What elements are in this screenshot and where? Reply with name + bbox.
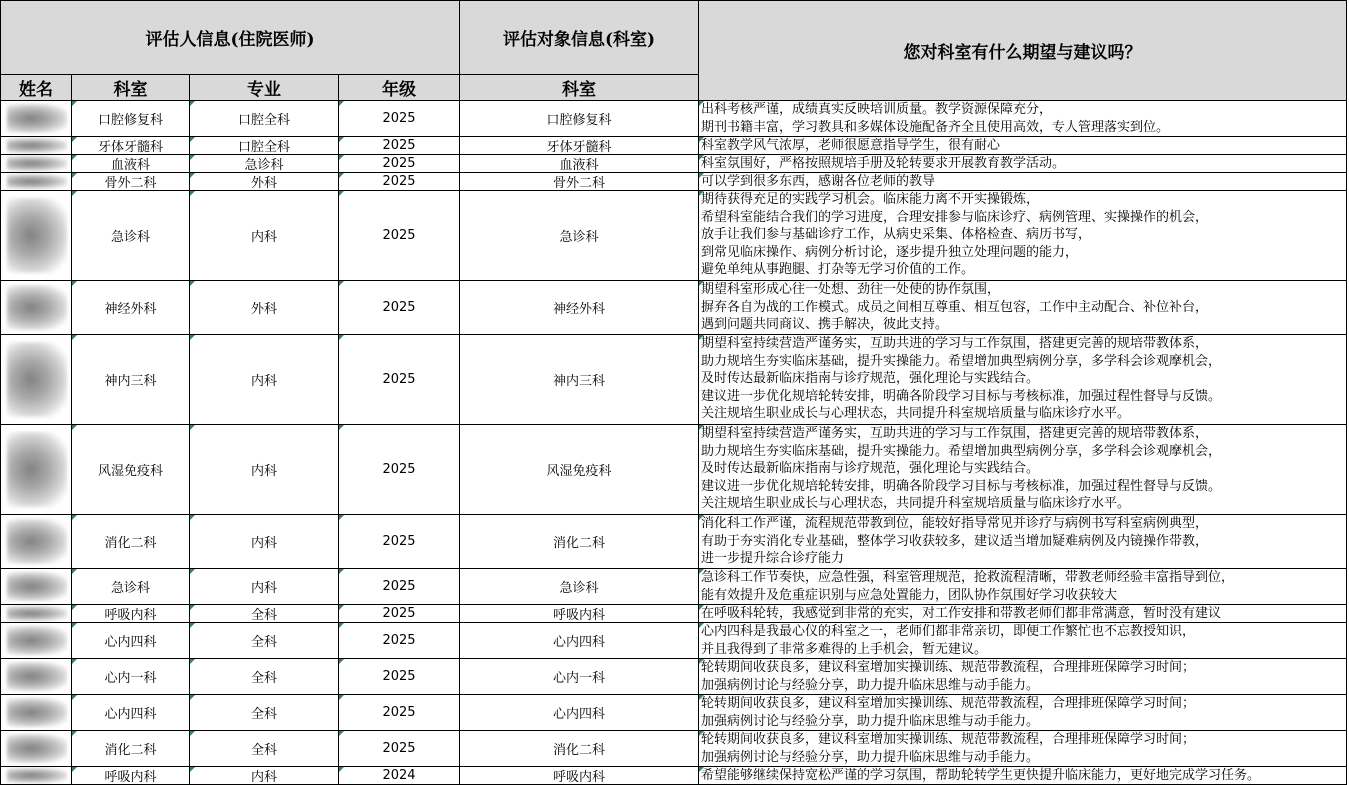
- grade-cell[interactable]: 2025: [339, 137, 460, 155]
- target-dept-cell[interactable]: 急诊科: [460, 569, 699, 605]
- cell-marker: [699, 281, 704, 286]
- cell-marker: [72, 569, 77, 574]
- major-cell[interactable]: 内科: [190, 191, 339, 281]
- cell-marker: [190, 569, 195, 574]
- feedback-cell[interactable]: [699, 425, 1347, 515]
- cell-marker: [72, 605, 77, 610]
- cell-marker: [699, 335, 704, 340]
- redacted-name: [7, 606, 67, 620]
- major-cell[interactable]: 内科: [190, 335, 339, 425]
- redacted-name: [7, 734, 67, 763]
- cell-marker: [72, 767, 77, 772]
- cell-marker: [339, 101, 344, 106]
- dept-cell[interactable]: 呼吸内科: [72, 605, 190, 623]
- target-dept-cell[interactable]: 心内四科: [460, 695, 699, 731]
- grade-cell[interactable]: 2025: [339, 731, 460, 767]
- cell-marker: [190, 605, 195, 610]
- feedback-cell[interactable]: [699, 173, 1347, 191]
- cell-marker: [339, 659, 344, 664]
- major-cell[interactable]: 全科: [190, 659, 339, 695]
- name-cell[interactable]: [0, 605, 72, 623]
- cell-marker: [72, 155, 77, 160]
- name-cell[interactable]: [0, 731, 72, 767]
- cell-marker: [339, 155, 344, 160]
- redacted-name: [7, 519, 67, 564]
- feedback-cell[interactable]: [699, 569, 1347, 605]
- dept-cell[interactable]: 牙体牙髓科: [72, 137, 190, 155]
- target-dept-cell[interactable]: 血液科: [460, 155, 699, 173]
- cell-marker: [190, 173, 195, 178]
- cell-marker: [339, 191, 344, 196]
- dept-cell[interactable]: 急诊科: [72, 191, 190, 281]
- cell-marker: [339, 767, 344, 772]
- cell-marker: [190, 425, 195, 430]
- dept-cell[interactable]: 风湿免疫科: [72, 425, 190, 515]
- cell-marker: [339, 515, 344, 520]
- major-cell[interactable]: 全科: [190, 605, 339, 623]
- feedback-cell[interactable]: [699, 101, 1347, 137]
- feedback-text: 科室教学风气浓厚，老师很愿意指导学生，很有耐心: [701, 138, 1001, 153]
- redacted-name: [7, 342, 67, 417]
- cell-marker: [72, 191, 77, 196]
- grade-cell[interactable]: 2024: [339, 767, 460, 785]
- dept-cell[interactable]: 心内四科: [72, 623, 190, 659]
- cell-marker: [190, 155, 195, 160]
- cell-marker: [339, 731, 344, 736]
- grade-cell[interactable]: 2025: [339, 569, 460, 605]
- cell-marker: [72, 137, 77, 142]
- major-cell[interactable]: 口腔全科: [190, 101, 339, 137]
- cell-marker: [72, 515, 77, 520]
- cell-marker: [72, 173, 77, 178]
- feedback-header: 您对科室有什么期望与建议吗？: [699, 0, 1347, 101]
- redacted-name: [7, 768, 67, 782]
- target-dept-cell[interactable]: 消化二科: [460, 731, 699, 767]
- target-dept-cell[interactable]: 呼吸内科: [460, 767, 699, 785]
- cell-marker: [699, 101, 704, 106]
- name-cell[interactable]: [0, 767, 72, 785]
- cell-marker: [699, 515, 704, 520]
- cell-marker: [699, 569, 704, 574]
- major-cell[interactable]: 内科: [190, 767, 339, 785]
- cell-marker: [339, 569, 344, 574]
- cell-marker: [699, 191, 704, 196]
- feedback-cell[interactable]: [699, 695, 1347, 731]
- grade-cell[interactable]: 2025: [339, 281, 460, 335]
- cell-marker: [72, 101, 77, 106]
- major-cell[interactable]: 急诊科: [190, 155, 339, 173]
- cell-marker: [190, 659, 195, 664]
- grade-cell[interactable]: 2025: [339, 173, 460, 191]
- cell-marker: [699, 137, 704, 142]
- target-dept-cell[interactable]: 神内三科: [460, 335, 699, 425]
- major-cell[interactable]: 口腔全科: [190, 137, 339, 155]
- feedback-text: 心内四科是我最心仪的科室之一，老师们都非常亲切，即便工作繁忙也不忘教授知识， 并且我得到了非常多难得的上手机会，暂无建议。: [701, 624, 1196, 657]
- feedback-text: 轮转期间收获良多，建议科室增加实操训练、规范带教流程，合理排班保障学习时间； 加强病例讨论与经验分享，助力提升临床思维与动手能力。: [701, 732, 1196, 765]
- dept-cell[interactable]: 神内三科: [72, 335, 190, 425]
- feedback-cell[interactable]: [699, 731, 1347, 767]
- target-dept-cell[interactable]: 口腔修复科: [460, 101, 699, 137]
- grade-column-header: 年级: [339, 75, 460, 101]
- name-cell[interactable]: [0, 191, 72, 281]
- name-cell[interactable]: [0, 335, 72, 425]
- cell-marker: [339, 335, 344, 340]
- cell-marker: [339, 623, 344, 628]
- cell-marker: [190, 515, 195, 520]
- dept-cell[interactable]: 心内四科: [72, 695, 190, 731]
- target-dept-cell[interactable]: 呼吸内科: [460, 605, 699, 623]
- grade-cell[interactable]: 2025: [339, 335, 460, 425]
- target-dept-cell[interactable]: 心内四科: [460, 623, 699, 659]
- redacted-name: [7, 572, 67, 601]
- cell-marker: [339, 605, 344, 610]
- dept-column-header: 科室: [72, 75, 190, 101]
- major-cell[interactable]: 外科: [190, 281, 339, 335]
- feedback-text: 期望科室持续营造严谨务实，互助共进的学习与工作氛围，搭建更完善的规培带教体系， 助力规培生夯实临床基础，提升实操能力。希望增加典型病例分享，多学科会诊观摩机会， 及时传达最新临床指南与诊疗规范，强化理论与实践结合。 建议进一步优化规培轮转安排，明确各阶段学习目标与考核标准，加强过程性督导与反馈。 关注规培生职业成长与心理状态，共同提升科室规培质量与临床诊疗水平。: [701, 426, 1222, 511]
- feedback-text: 轮转期间收获良多，建议科室增加实操训练、规范带教流程，合理排班保障学习时间； 加强病例讨论与经验分享，助力提升临床思维与动手能力。: [701, 660, 1196, 693]
- redacted-name: [7, 662, 67, 691]
- cell-marker: [72, 695, 77, 700]
- name-column-header: 姓名: [0, 75, 72, 101]
- redacted-name: [7, 174, 67, 188]
- dept-cell[interactable]: 呼吸内科: [72, 767, 190, 785]
- cell-marker: [190, 191, 195, 196]
- redacted-name: [7, 156, 67, 170]
- feedback-cell[interactable]: [699, 137, 1347, 155]
- redacted-name: [7, 285, 67, 330]
- target-dept-column-header: 科室: [460, 75, 699, 101]
- cell-marker: [699, 425, 704, 430]
- cell-marker: [339, 425, 344, 430]
- feedback-cell[interactable]: [699, 515, 1347, 569]
- name-cell[interactable]: [0, 281, 72, 335]
- name-cell[interactable]: [0, 425, 72, 515]
- target-dept-cell[interactable]: 急诊科: [460, 191, 699, 281]
- target-group-header: 评估对象信息(科室): [460, 0, 699, 75]
- redacted-name: [7, 698, 67, 727]
- feedback-text: 出科考核严谨，成绩真实反映培训质量。教学资源保障充分， 期刊书籍丰富，学习教具和多媒体设施配备齐全且使用高效，专人管理落实到位。: [701, 102, 1170, 135]
- name-cell[interactable]: [0, 569, 72, 605]
- feedback-cell[interactable]: [699, 623, 1347, 659]
- feedback-text: 轮转期间收获良多，建议科室增加实操训练、规范带教流程，合理排班保障学习时间； 加强病例讨论与经验分享，助力提升临床思维与动手能力。: [701, 696, 1196, 729]
- evaluator-group-header: 评估人信息(住院医师): [0, 0, 460, 75]
- name-cell[interactable]: [0, 659, 72, 695]
- grade-cell[interactable]: 2025: [339, 515, 460, 569]
- target-dept-cell[interactable]: 风湿免疫科: [460, 425, 699, 515]
- feedback-text: 可以学到很多东西，感谢各位老师的教导: [701, 174, 936, 189]
- redacted-name: [7, 104, 67, 133]
- name-cell[interactable]: [0, 695, 72, 731]
- target-dept-cell[interactable]: 牙体牙髓科: [460, 137, 699, 155]
- feedback-cell[interactable]: [699, 155, 1347, 173]
- target-dept-cell[interactable]: 消化二科: [460, 515, 699, 569]
- cell-marker: [339, 281, 344, 286]
- feedback-cell[interactable]: [699, 191, 1347, 281]
- dept-cell[interactable]: 血液科: [72, 155, 190, 173]
- dept-cell[interactable]: 骨外二科: [72, 173, 190, 191]
- grade-cell[interactable]: 2025: [339, 605, 460, 623]
- grade-cell[interactable]: 2025: [339, 623, 460, 659]
- redacted-name: [7, 432, 67, 507]
- redacted-name: [7, 626, 67, 655]
- cell-marker: [72, 659, 77, 664]
- name-cell[interactable]: [0, 137, 72, 155]
- cell-marker: [699, 659, 704, 664]
- cell-marker: [72, 281, 77, 286]
- grade-cell[interactable]: 2025: [339, 659, 460, 695]
- cell-marker: [190, 335, 195, 340]
- major-column-header: 专业: [190, 75, 339, 101]
- cell-marker: [72, 623, 77, 628]
- major-cell[interactable]: 全科: [190, 731, 339, 767]
- cell-marker: [699, 731, 704, 736]
- major-cell[interactable]: 内科: [190, 515, 339, 569]
- cell-marker: [190, 767, 195, 772]
- feedback-text: 科室氛围好，严格按照规培手册及轮转要求开展教育教学活动。: [701, 156, 1066, 171]
- cell-marker: [699, 695, 704, 700]
- name-cell[interactable]: [0, 173, 72, 191]
- major-cell[interactable]: 全科: [190, 623, 339, 659]
- dept-cell[interactable]: 口腔修复科: [72, 101, 190, 137]
- feedback-cell[interactable]: [699, 605, 1347, 623]
- target-dept-cell[interactable]: 神经外科: [460, 281, 699, 335]
- feedback-text: 期望科室持续营造严谨务实，互助共进的学习与工作氛围，搭建更完善的规培带教体系， 助力规培生夯实临床基础，提升实操能力。希望增加典型病例分享，多学科会诊观摩机会， 及时传达最新临床指南与诊疗规范，强化理论与实践结合。 建议进一步优化规培轮转安排，明确各阶段学习目标与考核标准，加强过程性督导与反馈。 关注规培生职业成长与心理状态，共同提升科室规培质量与临床诊疗水平。: [701, 336, 1222, 421]
- cell-marker: [190, 623, 195, 628]
- cell-marker: [72, 335, 77, 340]
- grade-cell[interactable]: 2025: [339, 155, 460, 173]
- feedback-cell[interactable]: [699, 335, 1347, 425]
- target-dept-cell[interactable]: 骨外二科: [460, 173, 699, 191]
- grade-cell[interactable]: 2025: [339, 101, 460, 137]
- cell-marker: [339, 695, 344, 700]
- target-dept-cell[interactable]: 心内一科: [460, 659, 699, 695]
- dept-cell[interactable]: 消化二科: [72, 731, 190, 767]
- feedback-cell[interactable]: [699, 659, 1347, 695]
- grade-cell[interactable]: 2025: [339, 695, 460, 731]
- cell-marker: [190, 101, 195, 106]
- cell-marker: [190, 281, 195, 286]
- cell-marker: [190, 137, 195, 142]
- dept-cell[interactable]: 急诊科: [72, 569, 190, 605]
- cell-marker: [190, 731, 195, 736]
- cell-marker: [699, 173, 704, 178]
- major-cell[interactable]: 内科: [190, 425, 339, 515]
- feedback-text: 在呼吸科轮转，我感觉到非常的充实，对工作安排和带教老师们都非常满意，暂时没有建议: [701, 606, 1222, 621]
- cell-marker: [72, 425, 77, 430]
- cell-marker: [699, 605, 704, 610]
- cell-marker: [699, 155, 704, 160]
- feedback-text: 消化科工作严谨，流程规范带教到位，能较好指导常见并诊疗与病例书写科室病例典型， 有助于夯实消化专业基础，整体学习收获较多，建议适当增加疑难病例及内镜操作带教， 进一步提升综合诊疗能力: [701, 516, 1209, 566]
- dept-cell[interactable]: 心内一科: [72, 659, 190, 695]
- name-cell[interactable]: [0, 623, 72, 659]
- grade-cell[interactable]: 2025: [339, 191, 460, 281]
- feedback-text: 期待获得充足的实践学习机会。临床能力离不开实操锻炼， 希望科室能结合我们的学习进度，合理安排参与临床诊疗、病例管理、实操操作的机会， 放手让我们参与基础诊疗工作，从病史采集、体格检查、病历书写， 到常见临床操作、病例分析讨论，逐步提升独立处理问题的能力， 避免单纯从事跑腿、打杂等无学习价值的工作。: [701, 192, 1209, 277]
- major-cell[interactable]: 内科: [190, 569, 339, 605]
- feedback-cell[interactable]: [699, 281, 1347, 335]
- cell-marker: [699, 623, 704, 628]
- major-cell[interactable]: 全科: [190, 695, 339, 731]
- name-cell[interactable]: [0, 155, 72, 173]
- name-cell[interactable]: [0, 515, 72, 569]
- cell-marker: [699, 767, 704, 772]
- feedback-text: 期望科室形成心往一处想、劲往一处使的协作氛围， 摒弃各自为战的工作模式。成员之间相互尊重、相互包容，工作中主动配合、补位补台， 遇到问题共同商议、携手解决，彼此支持。: [701, 282, 1209, 332]
- feedback-text: 希望能够继续保持宽松严谨的学习氛围，帮助轮转学生更快提升临床能力，更好地完成学习任务。: [701, 768, 1261, 783]
- feedback-text: 急诊科工作节奏快，应急性强，科室管理规范，抢救流程清晰，带教老师经验丰富指导到位， 能有效提升及危重症识别与应急处置能力，团队协作氛围好学习收获较大: [701, 570, 1235, 603]
- name-cell[interactable]: [0, 101, 72, 137]
- redacted-name: [7, 138, 67, 152]
- cell-marker: [190, 695, 195, 700]
- redacted-name: [7, 198, 67, 273]
- feedback-cell[interactable]: [699, 767, 1347, 785]
- dept-cell[interactable]: 消化二科: [72, 515, 190, 569]
- grade-cell[interactable]: 2025: [339, 425, 460, 515]
- cell-marker: [339, 137, 344, 142]
- cell-marker: [72, 731, 77, 736]
- dept-cell[interactable]: 神经外科: [72, 281, 190, 335]
- cell-marker: [339, 173, 344, 178]
- major-cell[interactable]: 外科: [190, 173, 339, 191]
